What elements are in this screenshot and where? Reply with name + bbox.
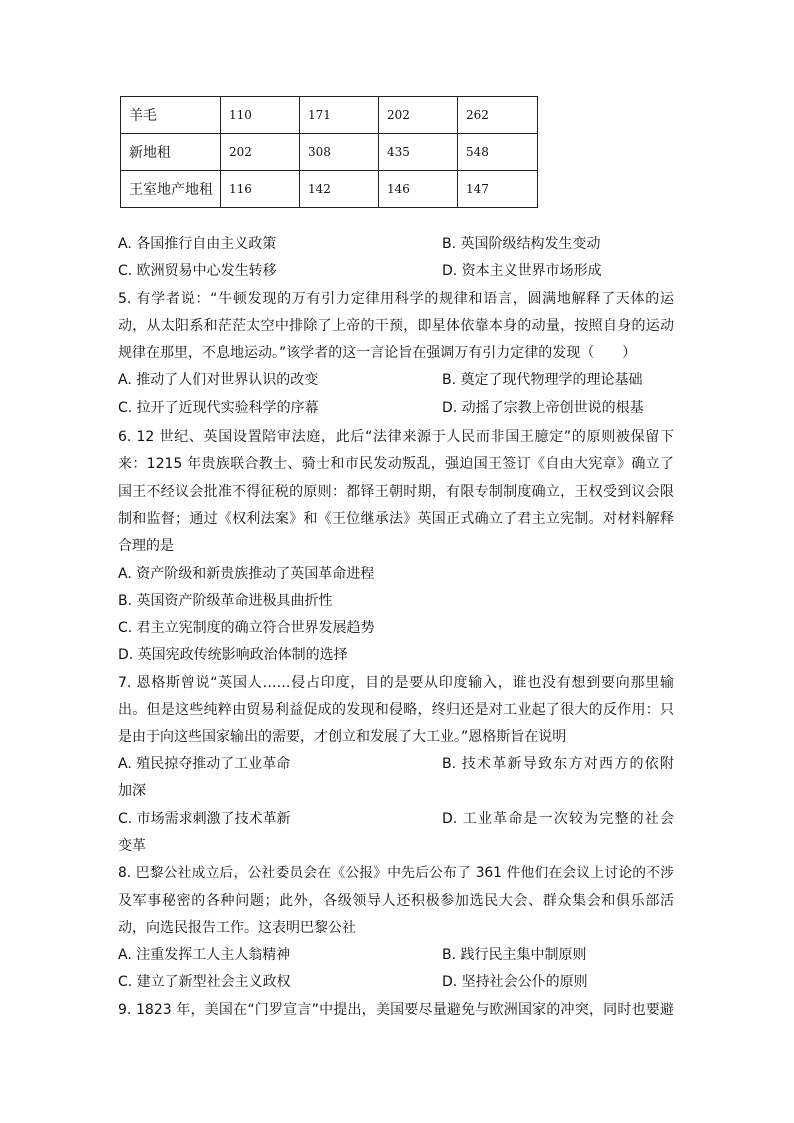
- table-cell: 202: [221, 134, 300, 171]
- q4-option-b: B. 英国阶级结构发生变动: [442, 236, 601, 252]
- table-cell: 171: [300, 97, 379, 134]
- q5-option-a: A. 推动了人们对世界认识的改变: [118, 372, 319, 388]
- q7-option-b: B. 技术革新导致东方对西方的依附: [442, 756, 674, 772]
- q8-stem-line-1: 8. 巴黎公社成立后，公社委员会在《公报》中先后公布了 361 件他们在会议上讨论的不涉: [118, 865, 674, 881]
- q6-stem-line-2: 来：1215 年贵族联合教士、骑士和市民发动叛乱，强迫国王签订《自由大宪章》确立了: [118, 456, 674, 472]
- table-cell: 116: [221, 171, 300, 208]
- table-cell: 308: [300, 134, 379, 171]
- q6-stem-line-4: 制和监督；通过《权利法案》和《王位继承法》英国正式确立了君主立宪制。对材料解释: [118, 511, 674, 527]
- q6-stem-line-1: 6. 12 世纪、英国设置陪审法庭，此后“法律来源于人民而非国王臆定”的原则被保留下: [118, 429, 674, 445]
- q9-stem-line-1: 9. 1823 年，美国在“门罗宣言”中提出，美国要尽量避免与欧洲国家的冲突，同时也要避: [118, 1002, 674, 1018]
- table-cell: 202: [379, 97, 458, 134]
- table-cell: 435: [379, 134, 458, 171]
- q8-stem-line-3: 动，向选民报告工作。这表明巴黎公社: [118, 920, 356, 936]
- q7-stem-line-1: 7. 恩格斯曾说“英国人……侵占印度，目的是要从印度输入，谁也没有想到要向那里输: [118, 675, 674, 691]
- q5-stem-line-1: 5. 有学者说：“牛顿发现的万有引力定律用科学的规律和语言，圆满地解释了天体的运: [118, 291, 674, 307]
- q7-stem-line-3: 是由于向这些国家输出的需要，才创立和发展了大工业。”恩格斯旨在说明: [118, 729, 567, 745]
- q6-stem-line-3: 国王不经议会批准不得征税的原则：都铎王朝时期，有限专制制度确立，王权受到议会限: [118, 484, 674, 500]
- q8-option-b: B. 践行民主集中制原则: [442, 947, 587, 963]
- table-cell: 110: [221, 97, 300, 134]
- row-label: 新地租: [121, 134, 221, 171]
- table-row: [121, 134, 538, 171]
- table-cell: 262: [458, 97, 538, 134]
- table-cell: 142: [300, 171, 379, 208]
- table-row: [121, 171, 538, 208]
- q8-option-d: D. 坚持社会公仆的原则: [442, 974, 588, 990]
- q5-option-d: D. 动摇了宗教上帝创世说的根基: [442, 400, 644, 416]
- q4-option-d: D. 资本主义世界市场形成: [442, 263, 602, 279]
- table-cell: 147: [458, 171, 538, 208]
- row-label: 羊毛: [121, 97, 221, 134]
- table-cell: 548: [458, 134, 538, 171]
- q7-option-a: A. 殖民掠夺推动了工业革命: [118, 756, 291, 772]
- q8-stem-line-2: 及军事秘密的各种问题；此外，各级领导人还积极参加选民大会、群众集会和俱乐部活: [118, 893, 674, 909]
- q6-option-a: A. 资产阶级和新贵族推动了英国革命进程: [118, 566, 375, 582]
- q7-option-d: D. 工业革命是一次较为完整的社会: [442, 811, 674, 827]
- q5-stem-line-3: 规律在那里，不息地运动。”该学者的这一言论旨在强调万有引力定律的发现（ ）: [118, 345, 637, 361]
- q6-option-d: D. 英国宪政传统影响政治体制的选择: [118, 647, 348, 663]
- q5-option-c: C. 拉开了近现代实验科学的序幕: [118, 400, 319, 416]
- table-row: [121, 97, 538, 134]
- q4-option-a: A. 各国推行自由主义政策: [118, 236, 277, 252]
- q4-option-c: C. 欧洲贸易中心发生转移: [118, 263, 277, 279]
- q7-option-b-continued: 加深: [118, 783, 146, 799]
- table-cell: 146: [379, 171, 458, 208]
- q7-option-c: C. 市场需求刺激了技术革新: [118, 811, 291, 827]
- q6-option-b: B. 英国资产阶级革命进极具曲折性: [118, 593, 333, 609]
- data-table: [120, 96, 538, 208]
- q8-option-c: C. 建立了新型社会主义政权: [118, 974, 291, 990]
- row-label: 王室地产地租: [121, 171, 221, 208]
- q5-option-b: B. 奠定了现代物理学的理论基础: [442, 372, 643, 388]
- q6-stem-line-5: 合理的是: [118, 538, 174, 554]
- q7-stem-line-2: 出。但是这些纯粹由贸易利益促成的发现和侵略，终归还是对工业起了很大的反作用：只: [118, 702, 674, 718]
- q8-option-a: A. 注重发挥工人主人翁精神: [118, 947, 291, 963]
- q6-option-c: C. 君主立宪制度的确立符合世界发展趋势: [118, 620, 375, 636]
- q5-stem-line-2: 动，从太阳系和茫茫太空中排除了上帝的干预，即星体依靠本身的动量，按照自身的运动: [118, 318, 674, 334]
- q7-option-d-continued: 变革: [118, 838, 146, 854]
